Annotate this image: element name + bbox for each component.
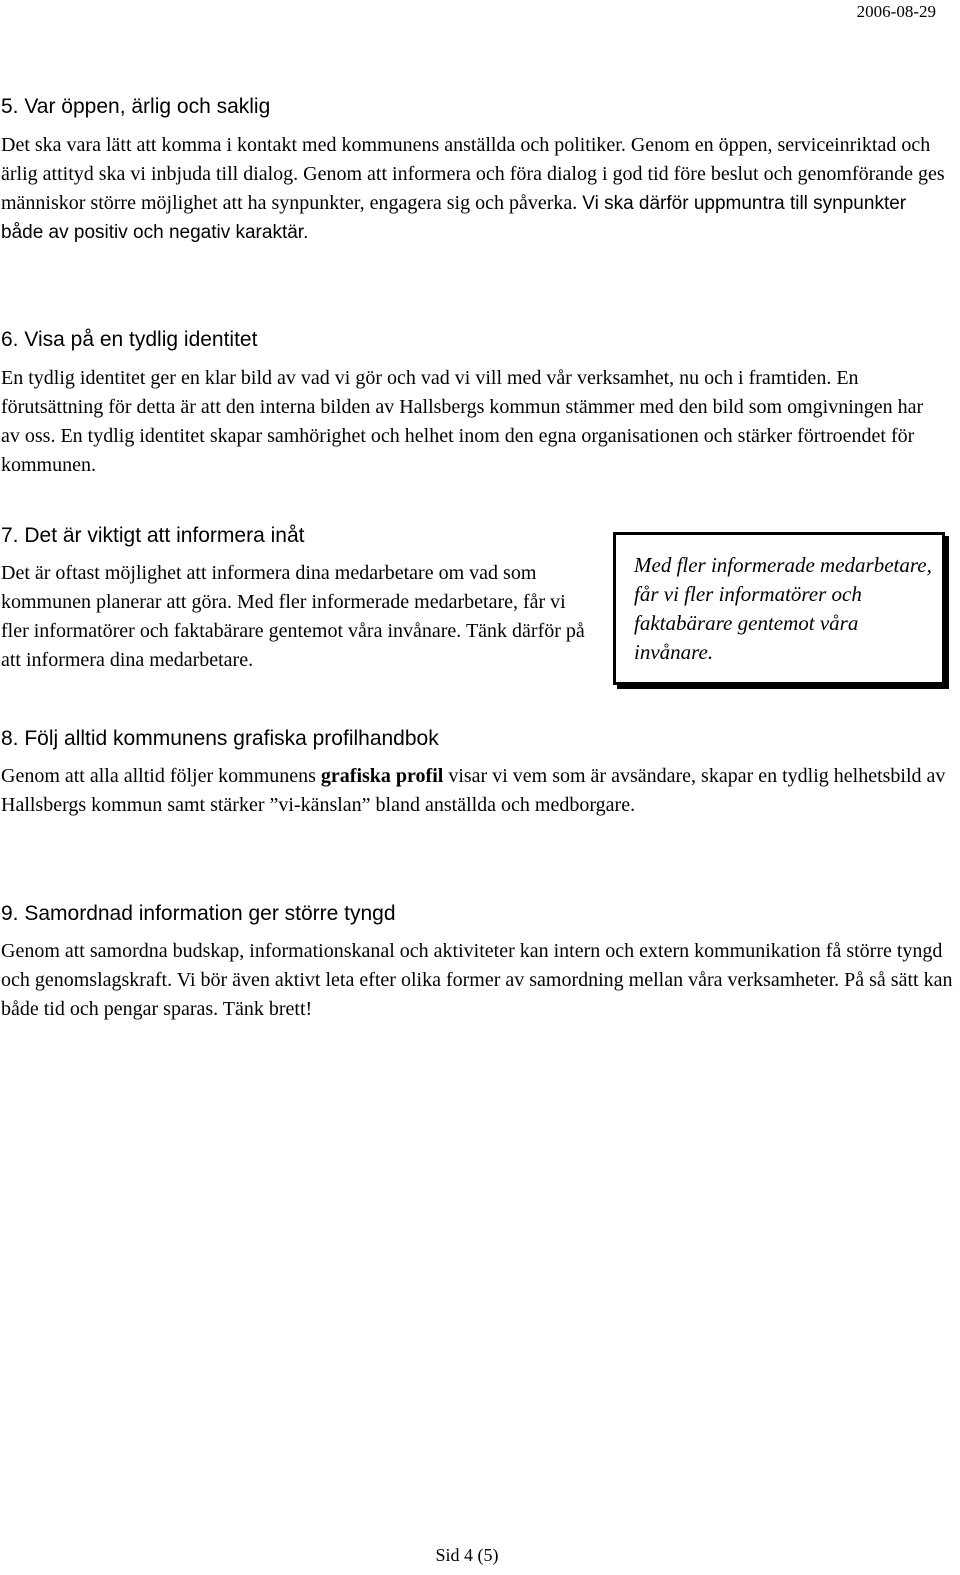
callout-box: Med fler informerade medarbetare, får vi fler informatörer och faktabärare gentemot våra invånare. bbox=[613, 532, 945, 685]
section-5-text-serif: Det ska vara lätt att komma i kontakt med kommunens anställda och politiker. Genom en öppen, serviceinriktad och ärlig attityd ska vi inbjuda till dialog. Genom att informera och föra dialog i god tid före beslut och genomförande ges människor större möjlighet att ha synpunkter, engagera sig och påverka. bbox=[1, 134, 945, 214]
section-9-heading: 9. Samordnad information ger större tyngd bbox=[1, 902, 396, 925]
section-5-text-sans: Vi ska därför uppmuntra till synpunkter både av positiv och negativ karaktär. bbox=[1, 193, 907, 243]
section-8-text-before: Genom att alla alltid följer kommunens bbox=[1, 765, 321, 787]
section-6-heading: 6. Visa på en tydlig identitet bbox=[1, 328, 258, 351]
grafiska-profil-bold: grafiska profil bbox=[320, 765, 444, 787]
section-8-text-after: visar vi vem som är avsändare, skapar en tydlig helhetsbild av Hallsbergs kommun samt stärker ”vi-känslan” bland anställda och medborgare. bbox=[1, 765, 946, 816]
section-9-text: Genom att samordna budskap, informationskanal och aktiviteter kan intern och extern kommunikation få större tyngd och genomslagskraft. Vi bör även aktivt leta efter olika former av samordning mellan våra verksamheter. På så sätt kan både tid och pengar sparas. Tänk brett! bbox=[1, 940, 953, 1020]
page-number: Sid 4 (5) bbox=[435, 1545, 499, 1565]
section-7-text: Det är oftast möjlighet att informera dina medarbetare om vad som kommunen planerar att göra. Med fler informerade medarbetare, får vi fler informatörer och faktabärare gentemot våra invånare. Tänk därför på att informera dina medarbetare. bbox=[1, 562, 585, 671]
document-date: 2006-08-29 bbox=[856, 2, 936, 21]
section-8-heading: 8. Följ alltid kommunens grafiska profilhandbok bbox=[1, 727, 439, 750]
section-7-heading: 7. Det är viktigt att informera inåt bbox=[1, 524, 305, 547]
section-6-text: En tydlig identitet ger en klar bild av vad vi gör och vad vi vill med vår verksamhet, nu och i framtiden. En förutsättning för detta är att den interna bilden av Hallsbergs kommun stämmer med den bild som omgivningen har av oss. En tydlig identitet skapar samhörighet och helhet inom den egna organisationen och stärker förtroendet för kommunen. bbox=[1, 367, 924, 476]
section-5-text bbox=[1, 131, 951, 247]
section-8-text bbox=[1, 762, 946, 820]
section-5-heading: 5. Var öppen, ärlig och saklig bbox=[1, 95, 271, 118]
